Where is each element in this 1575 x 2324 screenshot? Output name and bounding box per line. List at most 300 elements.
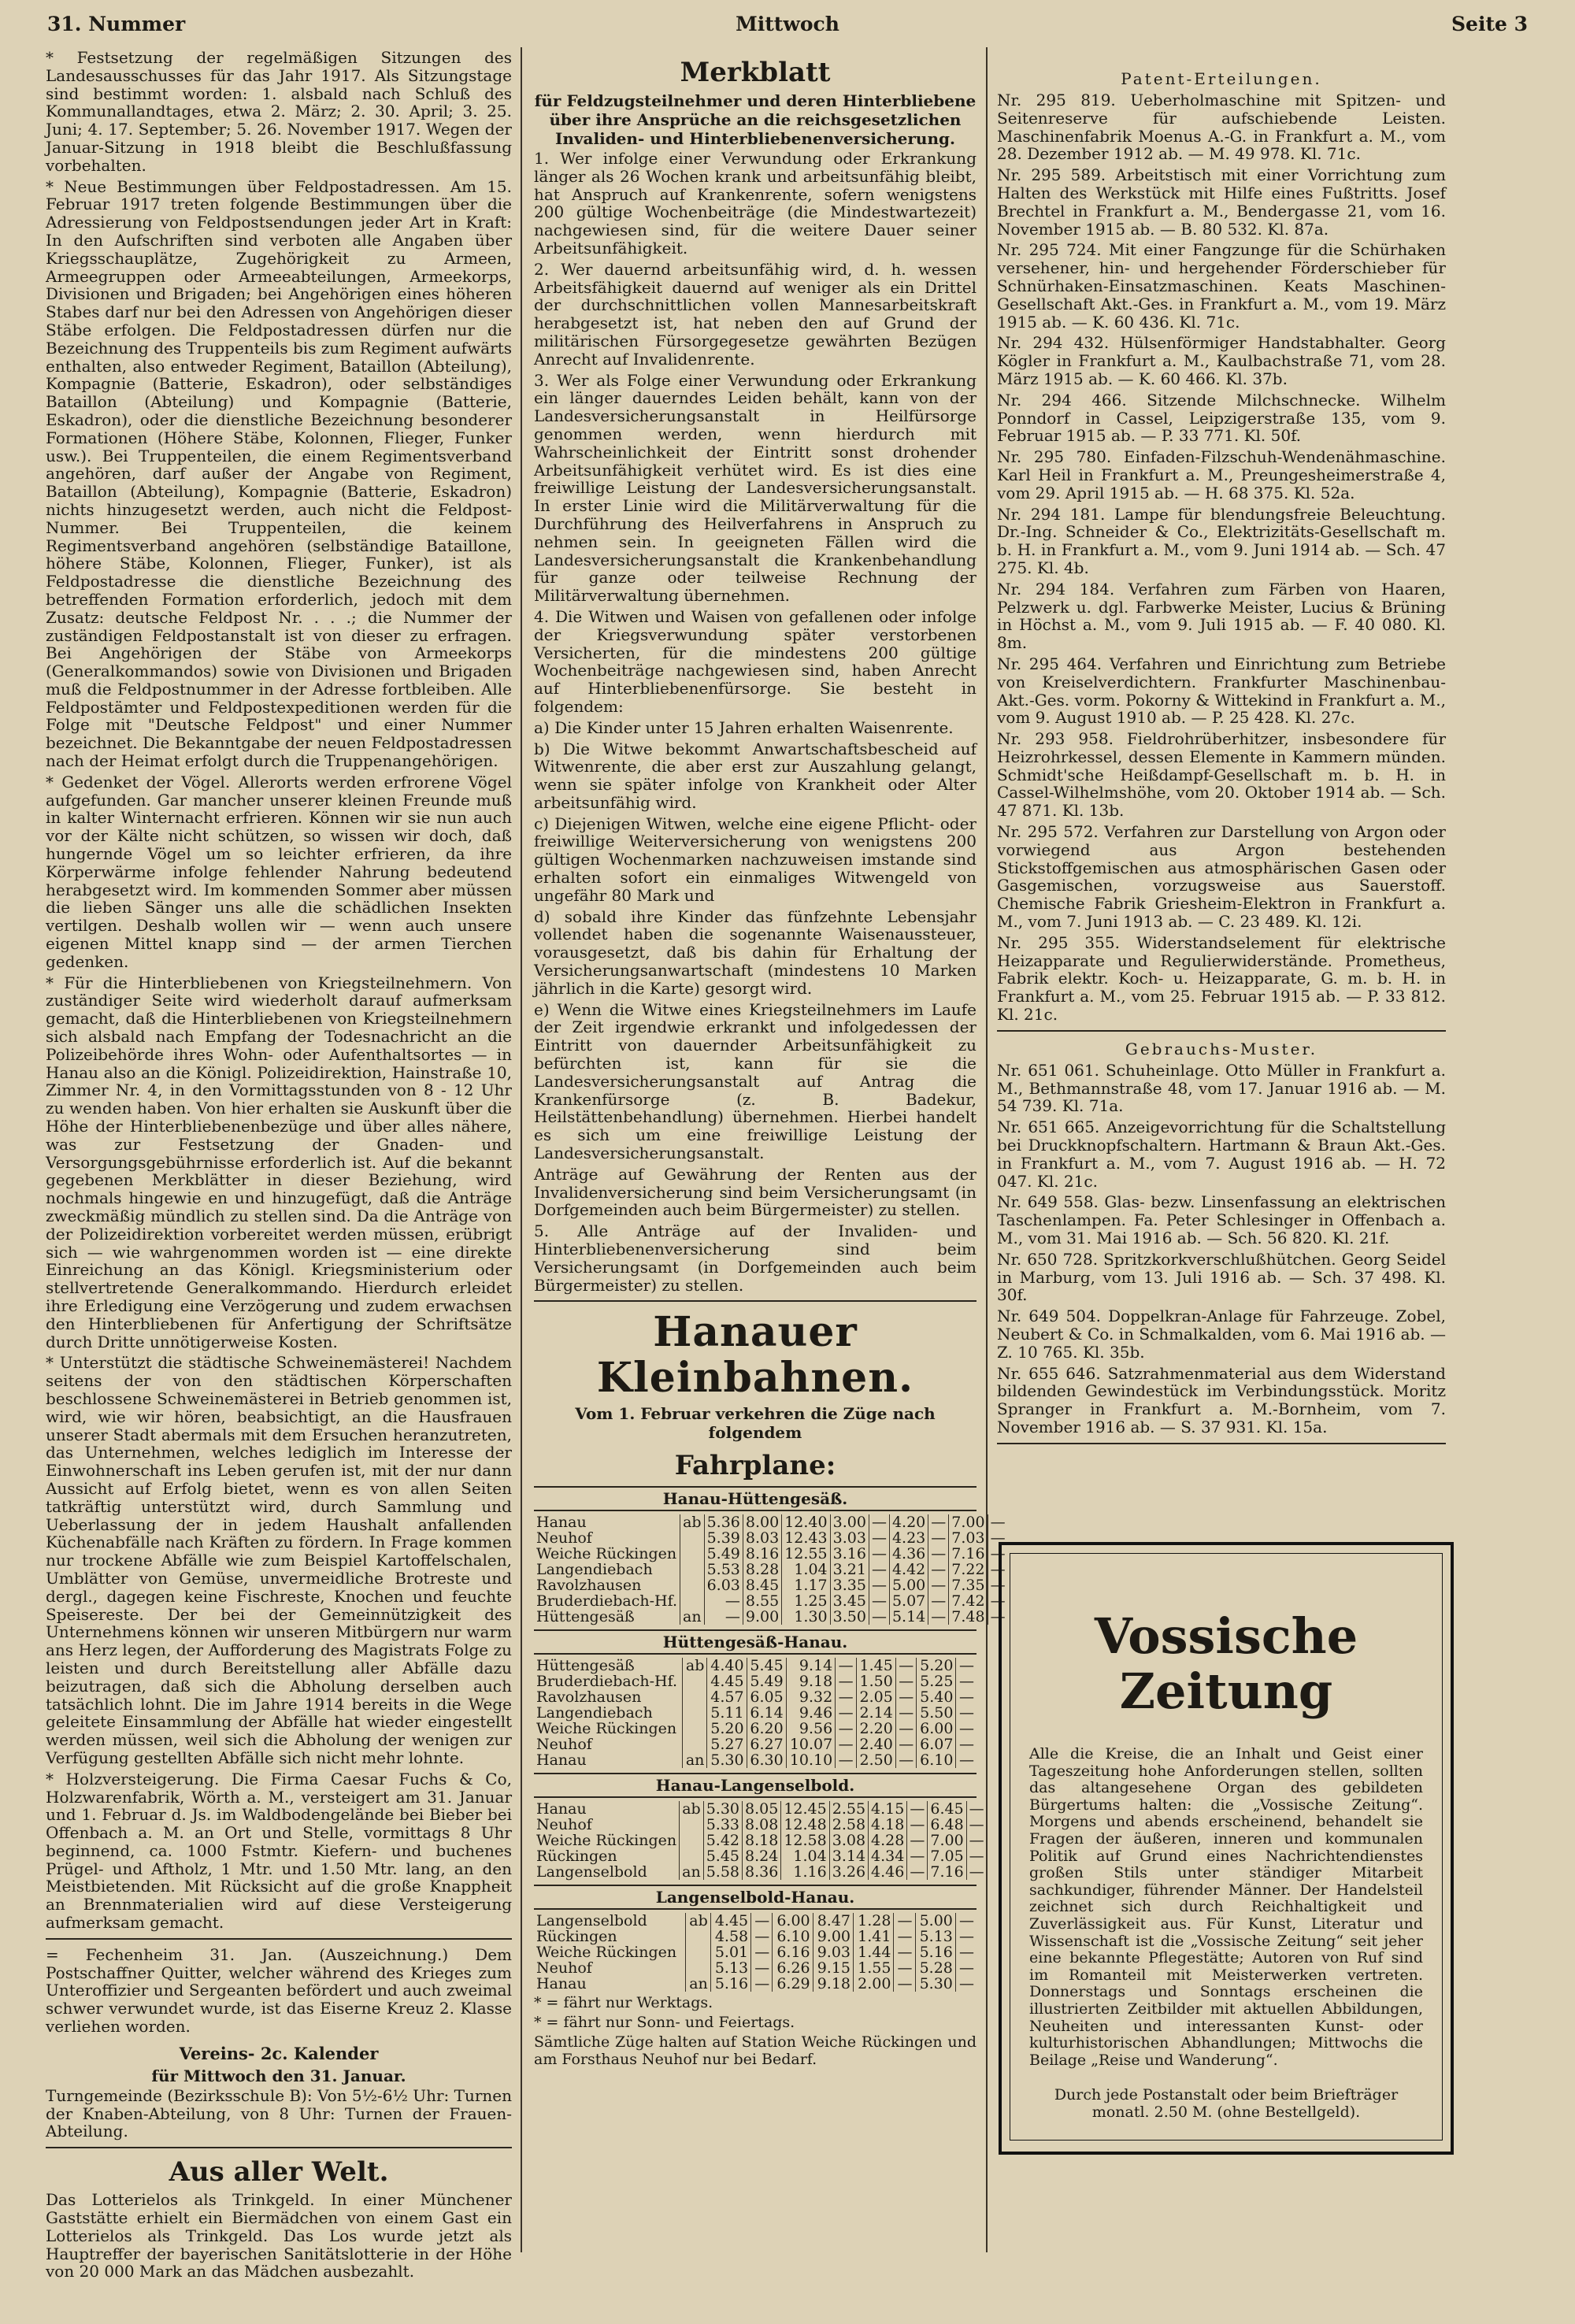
departure-time: — xyxy=(907,1864,928,1880)
departure-time: 8.45 xyxy=(743,1577,781,1593)
timetable-grid xyxy=(534,1913,976,1992)
departure-time: 1.45 xyxy=(856,1658,895,1674)
departure-time: 5.14 xyxy=(889,1609,928,1625)
departure-time: 5.42 xyxy=(703,1833,742,1848)
departure-time: 12.48 xyxy=(781,1817,829,1833)
departure-time: 8.08 xyxy=(743,1817,781,1833)
station-name: Hanau xyxy=(536,1975,587,1993)
timetable-note: Sämtliche Züge halten auf Station Weiche Rückingen und am Forsthaus Neuhof nur bei Bedarf. xyxy=(534,2033,976,2069)
departure-time: — xyxy=(907,1848,928,1864)
section-heading: Vom 1. Februar verkehren die Züge nach folgendem xyxy=(575,1404,936,1443)
departure-time: 5.45 xyxy=(703,1848,742,1864)
timetable-grid xyxy=(534,1658,976,1768)
departure-time: 7.42 xyxy=(949,1593,988,1609)
departure-time: 12.55 xyxy=(782,1546,830,1562)
station-name: Neuhof xyxy=(536,1736,592,1754)
timetable-row xyxy=(534,1737,976,1752)
departure-time: 7.00 xyxy=(928,1833,966,1848)
departure-time: 4.46 xyxy=(869,1864,907,1880)
departure-time: ab xyxy=(685,1913,710,1929)
departure-time xyxy=(680,1833,704,1848)
departure-time: 6.26 xyxy=(773,1960,813,1976)
article-paragraph: Nr. 295 572. Verfahren zur Darstellung von Argon oder vorwiegend aus Argon bestehenden Stickstoffgemischen aus atmosphärischen Gasen oder Gasgemischen, vorzugsweise aus Sauerstoff. Chemische Fabrik Griesheim-Elektron in Frankfurt a. M., vom 7. Juni 1913 ab. — C. 23 489. Kl. 12i. xyxy=(997,822,1446,932)
departure-time: — xyxy=(869,1514,889,1530)
departure-time: — xyxy=(956,1689,976,1705)
article-paragraph: * Unterstützt die städtische Schweinemästerei! Nachdem seitens der von den städtischen Körperschaften beschlossene Schweinemästerei in Betrieb genommen ist, wird, wie wir hören, beabsichtigt, an die Hausfrauen unserer Stadt abermals mit dem Ersuchen heranzutreten, das Unternehmen, welches lediglich im Interesse der Einwohnerschaft ins Leben gerufen ist, mit der nur dann Aussicht auf Erfolg bietet, wenn es von allen Seiten tatkräftig unterstützt wird, durch Sammlung und Ueberlassung der in jedem Haushalt anfallenden Küchenabfälle nach Kräften zu fördern. In Frage kommen nur trockene Abfälle wie zum Beispiel Kartoffelschalen, Umblätter von Gemüse, unvermeidliche Brotreste und dergl., dagegen keine Fischreste, Knochen und feuchte Speisereste. Der bei der Gemeinnützigkeit des Unternehmens können wir unseren Mitbürgern nur warm ans Herz legen, der Aufforderung des Magistrats Folge zu leisten und durch Bereitstellung aller Abfälle dazu beizutragen, daß sich die Abholung derselben auch tatsächlich lohnt. Die im Jahre 1914 bereits in die Wege geleitete Einsammlung der Abfälle hat wieder eingestellt werden müssen, weil sich die Abholung der wenigen zur Verfügung gestellten Abfälle sich nicht mehr lohnte. xyxy=(46,1353,512,1767)
departure-time: 9.32 xyxy=(786,1689,835,1705)
departure-time: — xyxy=(895,1721,916,1737)
section-heading: Fahrplane: xyxy=(674,1450,836,1482)
ad-footer: Durch jede Postanstalt oder beim Briefträger monatl. 2.50 M. (ohne Bestellgeld). xyxy=(1054,2086,1399,2122)
weekday: Mittwoch xyxy=(736,13,839,35)
station-name: Weiche Rückingen xyxy=(536,1944,677,1962)
departure-time: 6.03 xyxy=(704,1577,743,1593)
departure-time: 8.05 xyxy=(743,1801,781,1817)
section-heading: für Feldzugsteilnehmer und deren Hinterbliebene über ihre Ansprüche an die reichsgesetzlichen Invaliden- und Hinterbliebenenversicherung. xyxy=(534,91,976,148)
departure-time: — xyxy=(966,1864,987,1880)
departure-time: — xyxy=(956,1658,976,1674)
departure-time: 4.15 xyxy=(869,1801,907,1817)
section-heading: Hanauer Kleinbahnen. xyxy=(596,1308,914,1403)
departure-time: 2.50 xyxy=(856,1752,895,1768)
departure-time: 5.27 xyxy=(707,1737,747,1752)
article-paragraph: b) Die Witwe bekommt Anwartschaftsbescheid auf Witwenrente, die aber erst zur Auszahlung gelangt, wenn sie später infolge von Krankheit oder Alter arbeitsunfähig wird. xyxy=(534,739,976,812)
article-paragraph: 4. Die Witwen und Waisen von gefallenen oder infolge der Kriegsverwundung später verstorbenen Versicherten, für die mindestens 200 gültige Wochenbeiträge nachgewiesen sind, haben Anrecht auf Hinterbliebenenfürsorge. Sie besteht in folgendem: xyxy=(534,606,976,716)
departure-time: — xyxy=(751,1929,773,1944)
station-name: Langendiebach xyxy=(536,1704,653,1722)
departure-time: 2.20 xyxy=(856,1721,895,1737)
article-paragraph: Nr. 294 181. Lampe für blendungsfreie Beleuchtung. Dr.-Ing. Schneider & Co., Elektrizitäts-Gesellschaft m. b. H. in Frankfurt a. M., vom 9. Juni 1914 ab. — Sch. 47 275. Kl. 4b. xyxy=(997,504,1446,577)
station-name: Hüttengesäß xyxy=(536,1608,635,1626)
timetable-row xyxy=(534,1546,1008,1562)
departure-time: 5.00 xyxy=(915,1913,955,1929)
departure-time: 9.14 xyxy=(786,1658,835,1674)
departure-time: 7.16 xyxy=(949,1546,988,1562)
departure-time: 1.25 xyxy=(782,1593,830,1609)
timetable-row xyxy=(534,1562,1008,1577)
departure-time: 1.44 xyxy=(854,1944,894,1960)
departure-time: 5.11 xyxy=(707,1705,747,1721)
departure-time: — xyxy=(966,1817,987,1833)
article-paragraph: Nr. 295 724. Mit einer Fangzunge für die Schürhaken versehener, hin- und hergehender Förderschieber für Schnürhaken-Einsatzmaschinen. Keats Maschinen-Gesellschaft Akt.-Ges. in Frankfurt a. M., vom 19. März 1915 ab. — K. 60 436. Kl. 71c. xyxy=(997,240,1446,332)
departure-time: 8.18 xyxy=(743,1833,781,1848)
station-name: Langenselbold xyxy=(536,1912,647,1930)
departure-time xyxy=(683,1737,707,1752)
timetable-row xyxy=(534,1913,976,1929)
article-paragraph: Anträge auf Gewährung der Renten aus der Invalidenversicherung sind beim Versicherungsamt (in Dorfgemeinden auch beim Bürgermeister) zu stellen. xyxy=(534,1164,976,1220)
article-paragraph: Nr. 294 466. Sitzende Milchschnecke. Wilhelm Ponndorf in Cassel, Leipzigerstraße 135, vom 9. Februar 1915 ab. — P. 33 771. Kl. 50f. xyxy=(997,390,1446,446)
station-name: Weiche Rückingen xyxy=(536,1720,677,1738)
timetable-row xyxy=(534,1609,1008,1625)
departure-time: — xyxy=(988,1577,1008,1593)
timetable-grid xyxy=(534,1801,987,1880)
article-paragraph: 5. Alle Anträge auf der Invaliden- und Hinterbliebenenversicherung sind beim Versicherungsamt (in Dorfgemeinden auch beim Bürgermeister) zu stellen. xyxy=(534,1221,976,1295)
departure-time xyxy=(685,1944,710,1960)
departure-time: 5.30 xyxy=(703,1801,742,1817)
divider xyxy=(997,1443,1446,1444)
departure-time xyxy=(683,1705,707,1721)
station-name: Rückingen xyxy=(536,1928,617,1946)
departure-time: 3.00 xyxy=(830,1514,869,1530)
article-paragraph: Nr. 293 958. Fieldrohrüberhitzer, insbesondere für Heizrohrkessel, dessen Elemente in Kammern münden. Schmidt'sche Heißdampf-Gesellschaft m. b. H. in Cassel-Wilhelmshöhe, vom 20. Oktober 1914 ab. — Sch. 47 871. Kl. 13b. xyxy=(997,729,1446,821)
departure-time: — xyxy=(895,1674,916,1689)
timetable-note: * = fährt nur Sonn- und Feiertags. xyxy=(534,2014,795,2032)
departure-time: 5.58 xyxy=(703,1864,742,1880)
departure-time: 5.13 xyxy=(710,1960,750,1976)
departure-time: 5.01 xyxy=(710,1944,750,1960)
departure-time: — xyxy=(956,1737,976,1752)
departure-time: — xyxy=(955,1929,976,1944)
departure-time: 10.10 xyxy=(786,1752,835,1768)
departure-time: an xyxy=(683,1752,707,1768)
departure-time: — xyxy=(907,1833,928,1848)
departure-time: — xyxy=(955,1913,976,1929)
article-paragraph: Nr. 295 819. Ueberholmaschine mit Spitzen- und Seitenreserve für aufschiebende Leisten. Maschinenfabrik Moenus A.-G. in Frankfurt a. M., vom 28. Dezember 1912 ab. — M. 49 978. Kl. 71c. xyxy=(997,91,1446,164)
departure-time xyxy=(683,1689,707,1705)
article-paragraph: Nr. 295 355. Widerstandselement für elektrische Heizapparate und Regulierwiderstände. Prometheus, Fabrik elektr. Koch- u. Heizapparate, G. m. b. H. in Frankfurt a. M., vom 25. Februar 1915 ab. — P. 33 812. Kl. 21c. xyxy=(997,932,1446,1025)
article-paragraph: e) Wenn die Witwe eines Kriegsteilnehmers im Laufe der Zeit irgendwie erkrankt und infolgedessen der Eintritt von dauernder Arbeitsunfähigkeit zu befürchten ist, kann für sie die Landesversicherungsanstalt auf Antrag die Krankenfürsorge (z. B. Badekur, Heilstättenbehandlung) übernehmen. Hierbei handelt es sich um eine freiwillige Leistung der Landesversicherungsanstalt. xyxy=(534,999,976,1163)
timetable-row xyxy=(534,1674,976,1689)
article-paragraph: Nr. 649 558. Glas- bezw. Linsenfassung an elektrischen Taschenlampen. Fa. Peter Schlesinger in Offenbach a. M., vom 31. Mai 1916 ab. — Sch. 56 820. Kl. 21f. xyxy=(997,1192,1446,1248)
departure-time: 3.45 xyxy=(830,1593,869,1609)
station-name: Neuhof xyxy=(536,1529,592,1547)
departure-time: 4.58 xyxy=(710,1929,750,1944)
departure-time: 5.13 xyxy=(915,1929,955,1944)
departure-time: — xyxy=(928,1546,949,1562)
departure-time: 8.16 xyxy=(743,1546,781,1562)
departure-time: — xyxy=(894,1976,915,1992)
departure-time: 5.33 xyxy=(703,1817,742,1833)
departure-time: 4.34 xyxy=(869,1848,907,1864)
departure-time: 5.30 xyxy=(707,1752,747,1768)
departure-time: 7.16 xyxy=(928,1864,966,1880)
departure-time: 8.28 xyxy=(743,1562,781,1577)
ad-body: Alle die Kreise, die an Inhalt und Geist einer Tageszeitung hohe Anforderungen stellen, sollten das altangesehene Organ des gebildeten Bürgertums halten: die „Vossische Zeitung“. Morgens und abends erscheinend, behandelt sie Fragen der äußeren, inneren und kommunalen Politik auf Grund eines Nachrichtendienstes großen Stils unter ständiger Mitarbeit sachkundiger, führender Männer. Der Handelsteil zeichnet sich durch Reichhaltigkeit und Zuverlässigkeit aus. Für Kunst, Literatur und Wissenschaft ist die „Vossische Zeitung“ seit jeher eine bekannte Pflegestätte; Autoren von Ruf sind im Romanteil mit Meisterwerken vertreten. Donnerstags und Sonntags erscheinen die illustrierten Zeitbilder mit aktuellen Abbildungen, Neuheiten und interessanten Kunst- oder kulturhistorischen Abhandlungen; Mittwochs die Beilage „Reise und Wanderung“. xyxy=(1029,1745,1423,2069)
departure-time: 5.28 xyxy=(915,1960,955,1976)
timetable-title: Hanau-Hüttengesäß. xyxy=(534,1486,976,1511)
timetable-row xyxy=(534,1848,987,1864)
departure-time: 2.00 xyxy=(854,1976,894,1992)
departure-time: 9.15 xyxy=(813,1960,853,1976)
departure-time: 6.00 xyxy=(917,1721,956,1737)
departure-time xyxy=(683,1674,707,1689)
departure-time: 3.14 xyxy=(829,1848,868,1864)
departure-time: 2.05 xyxy=(856,1689,895,1705)
departure-time: 3.35 xyxy=(830,1577,869,1593)
departure-time: — xyxy=(895,1705,916,1721)
departure-time: 10.07 xyxy=(786,1737,835,1752)
station-name: Bruderdiebach-Hf. xyxy=(536,1673,678,1691)
departure-time: 5.16 xyxy=(710,1976,750,1992)
departure-time xyxy=(680,1848,704,1864)
departure-time: 7.35 xyxy=(949,1577,988,1593)
departure-time: 12.45 xyxy=(781,1801,829,1817)
station-name: Ravolzhausen xyxy=(536,1688,642,1707)
departure-time: 5.20 xyxy=(917,1658,956,1674)
timetable xyxy=(534,1885,976,1992)
departure-time: — xyxy=(836,1752,856,1768)
article-paragraph: Nr. 651 665. Anzeigevorrichtung für die Schaltstellung bei Druckknopfschaltern. Hartmann & Braun Akt.-Ges. in Frankfurt a. M., vom 7. August 1916 ab. — H. 72 047. Kl. 21c. xyxy=(997,1118,1446,1191)
departure-time: — xyxy=(928,1514,949,1530)
station-name: Hanau xyxy=(536,1751,587,1770)
departure-time xyxy=(685,1960,710,1976)
departure-time: — xyxy=(955,1976,976,1992)
departure-time: — xyxy=(907,1801,928,1817)
departure-time: — xyxy=(928,1562,949,1577)
departure-time: — xyxy=(988,1609,1008,1625)
section-heading: Aus aller Welt. xyxy=(169,2156,389,2189)
article-paragraph: * Neue Bestimmungen über Feldpostadressen. Am 15. Februar 1917 treten folgende Bestimmungen über die Adressierung von Feldpostsendungen jeder Art in Kraft: In den Aufschriften sind verboten alle Angaben über Kriegsschauplätze, Zugehörigkeit zu Armeen, Armeegruppen oder Armeeabteilungen, Armeekorps, Divisionen und Brigaden; bei Angehörigen eines höheren Stabes darf nur bei den Adressen von Angehörigen dieser Stäbe erfolgen. Die Feldpostadressen dürfen nur die Bezeichnung des Truppenteils bis zum Regiment aufwärts enthalten, also entweder Regiment, Bataillon (Abteilung), Kompagnie (Batterie, Eskadron), oder selbständiges Bataillon (Abteilung) und Kompagnie (Batterie, Eskadron), oder die dienstliche Bezeichnung besonderer Formationen (Höhere Stäbe, Kolonnen, Flieger, Funker usw.). Bei Truppenteilen, die einem Regimentsverband angehören, darf außer der Angabe von Regiment, Bataillon (Abteilung), Kompagnie (Batterie, Eskadron) nichts hinzugesetzt werden, auch nicht die Feldpost-Nummer. Bei Truppenteilen, die keinem Regimentsverband angehören (selbständige Bataillone, höhere Stäbe, Kolonnen, Flieger, Funker), ist als Feldpostadresse die dienstliche Bezeichnung des betreffenden Formation erforderlich, jedoch mit dem Zusatz: deutsche Feldpost Nr. . . .; die Nummer der zuständigen Feldpostanstalt ist von dieser zu erfragen. Bei Angehörigen der Stäbe von Armeekorps (Generalkommandos) sowie von Divisionen und Brigaden muß die Feldpostnummer in der Adresse fortbleiben. Alle Feldpostämter und Feldpostexpeditionen werden für die Folge mit "Deutsche Feldpost" und einer Nummer bezeichnet. Die Bekanntgabe der neuen Feldpostadressen nach der Heimat erfolgt durch die Truppenangehörigen. xyxy=(46,176,512,771)
departure-time xyxy=(680,1546,705,1562)
article-paragraph: Turngemeinde (Bezirksschule B): Von 5½-6½ Uhr: Turnen der Knaben-Abteilung, von 8 Uhr: Turnen der Frauen-Abteilung. xyxy=(46,2085,512,2141)
departure-time: — xyxy=(956,1705,976,1721)
departure-time: 4.36 xyxy=(889,1546,928,1562)
departure-time: an xyxy=(685,1976,710,1992)
departure-time: 4.42 xyxy=(889,1562,928,1577)
station-name: Bruderdiebach-Hf. xyxy=(536,1592,678,1610)
station-name: Rückingen xyxy=(536,1848,617,1866)
vossische-zeitung-ad xyxy=(999,1542,1454,2155)
departure-time: — xyxy=(894,1944,915,1960)
article-paragraph: Nr. 295 464. Verfahren und Einrichtung zum Betriebe von Kreiselverdichtern. Frankfurter Maschinenbau-Akt.-Ges. vorm. Pokorny & Wittekind in Frankfurt a. M., vom 9. August 1910 ab. — P. 25 428. Kl. 27c. xyxy=(997,654,1446,728)
article-paragraph: * Holzversteigerung. Die Firma Caesar Fuchs & Co, Holzwarenfabrik, Wörth a. M., versteigert am 31. Januar und 1. Februar d. Js. im Waldbodengelände bei Bieber bei Offenbach a. M. an Ort und Stelle, vormittags 8 Uhr beginnend, ca. 1000 Fstmtr. Kiefern- und buchenes Prügel- und Aftholz, 1 Mtr. und 1.50 Mtr. lang, an den Meistbietenden. Mit Rücksicht auf die große Knappheit an Brennmaterialien wird auf diese Versteigerung aufmerksam gemacht. xyxy=(46,1769,512,1933)
departure-time: 5.20 xyxy=(707,1721,747,1737)
departure-time: 4.23 xyxy=(889,1530,928,1546)
section-heading: Patent-Erteilungen. xyxy=(1121,69,1322,88)
departure-time: — xyxy=(907,1817,928,1833)
departure-time: — xyxy=(955,1944,976,1960)
timetable xyxy=(534,1486,1006,1626)
article-paragraph: 1. Wer infolge einer Verwundung oder Erkrankung länger als 26 Wochen krank und arbeitsunfähig bleibt, hat Anspruch auf Krankenrente, sofern wenigstens 200 gültige Wochenbeiträge (die Mindestwartezeit) nachgewiesen sind, für die weitere Dauer seiner Arbeitsunfähigkeit. xyxy=(534,149,976,258)
article-paragraph: Das Lotterielos als Trinkgeld. In einer Münchener Gaststätte erhielt ein Biermädchen von einem Gast ein Lotterielos als Trinkgeld. Das Los wurde jetzt als Hauptreffer der bayerischen Sanitätslotterie in der Höhe von 20 000 Mark an das Mädchen ausbezahlt. xyxy=(46,2190,512,2281)
departure-time: 5.49 xyxy=(704,1546,743,1562)
departure-time: — xyxy=(988,1562,1008,1577)
departure-time: — xyxy=(869,1577,889,1593)
timetable-row xyxy=(534,1721,976,1737)
departure-time: 3.21 xyxy=(830,1562,869,1577)
departure-time: — xyxy=(751,1944,773,1960)
departure-time: 1.04 xyxy=(781,1848,829,1864)
departure-time: 12.40 xyxy=(782,1514,830,1530)
article-paragraph: = Fechenheim 31. Jan. (Auszeichnung.) Dem Postschaffner Quitter, welcher während des Krieges zum Unteroffizier und Sergeanten befördert und auch zweimal schwer verwundet wurde, ist das Eiserne Kreuz 2. Klasse verliehen worden. xyxy=(46,1944,512,2037)
departure-time: 6.10 xyxy=(917,1752,956,1768)
timetable-row xyxy=(534,1705,976,1721)
departure-time: — xyxy=(751,1913,773,1929)
departure-time: — xyxy=(928,1593,949,1609)
departure-time: 3.08 xyxy=(829,1833,868,1848)
departure-time: — xyxy=(956,1752,976,1768)
departure-time xyxy=(680,1577,705,1593)
departure-time: — xyxy=(956,1721,976,1737)
departure-time: — xyxy=(704,1593,743,1609)
timetable-row xyxy=(534,1577,1008,1593)
departure-time: 9.00 xyxy=(743,1609,781,1625)
station-name: Neuhof xyxy=(536,1959,592,1977)
station-name: Hanau xyxy=(536,1514,587,1532)
section-heading: Gebrauchs-Muster. xyxy=(1125,1039,1318,1058)
departure-time: 1.17 xyxy=(782,1577,830,1593)
departure-time: 1.30 xyxy=(782,1609,830,1625)
divider xyxy=(997,1030,1446,1032)
page-number: Seite 3 xyxy=(1451,13,1528,35)
departure-time: 6.07 xyxy=(917,1737,956,1752)
departure-time: 6.05 xyxy=(747,1689,786,1705)
departure-time: 6.45 xyxy=(928,1801,966,1817)
departure-time: 5.16 xyxy=(915,1944,955,1960)
departure-time: 9.46 xyxy=(786,1705,835,1721)
departure-time: an xyxy=(680,1864,704,1880)
departure-time: 1.28 xyxy=(854,1913,894,1929)
departure-time: 6.00 xyxy=(773,1913,813,1929)
article-paragraph: Nr. 295 589. Arbeitstisch mit einer Vorrichtung zum Halten des Werkstück mit Hilfe eines Fußtritts. Josef Brechtel in Frankfurt a. M., Bendergasse 21, vom 16. November 1915 ab. — B. 80 532. Kl. 87a. xyxy=(997,165,1446,239)
timetable-title: Langenselbold-Hanau. xyxy=(534,1885,976,1910)
departure-time: 8.55 xyxy=(743,1593,781,1609)
departure-time xyxy=(683,1721,707,1737)
station-name: Neuhof xyxy=(536,1816,592,1834)
timetable-row xyxy=(534,1817,987,1833)
station-name: Langenselbold xyxy=(536,1863,647,1881)
departure-time: 4.18 xyxy=(869,1817,907,1833)
departure-time: 7.03 xyxy=(949,1530,988,1546)
station-name: Hanau xyxy=(536,1800,587,1818)
departure-time: 4.57 xyxy=(707,1689,747,1705)
departure-time: — xyxy=(894,1913,915,1929)
departure-time: 9.18 xyxy=(786,1674,835,1689)
departure-time: — xyxy=(751,1960,773,1976)
article-paragraph: Nr. 649 504. Doppelkran-Anlage für Fahrzeuge. Zobel, Neubert & Co. in Schmalkalden, vom 6. Mai 1916 ab. — Z. 10 765. Kl. 35b. xyxy=(997,1307,1447,1362)
divider xyxy=(46,2147,512,2148)
departure-time: — xyxy=(869,1546,889,1562)
departure-time: 6.30 xyxy=(747,1752,786,1768)
departure-time: 6.20 xyxy=(747,1721,786,1737)
article-paragraph: d) sobald ihre Kinder das fünfzehnte Lebensjahr vollendet haben die sogenannte Waisenaussteuer, vorausgesetzt, daß bis dahin für Erhaltung der Versicherungsanwartschaft (mindestens 10 Marken jährlich in die Karte) gesorgt wird. xyxy=(534,906,976,998)
article-paragraph: Nr. 294 184. Verfahren zum Färben von Haaren, Pelzwerk u. dgl. Farbwerke Meister, Lucius & Brüning in Höchst a. M., vom 9. Juli 1915 ab. — F. 40 080. Kl. 8m. xyxy=(997,579,1446,653)
column-merkblatt-fahrplan xyxy=(534,49,1006,2293)
departure-time: 1.50 xyxy=(856,1674,895,1689)
station-name: Weiche Rückingen xyxy=(536,1832,677,1850)
article-paragraph: Nr. 650 728. Spritzkorkverschlußhütchen. Georg Seidel in Marburg, vom 13. Juli 1916 ab. — Sch. 37 498. Kl. 30f. xyxy=(997,1249,1446,1305)
departure-time: — xyxy=(988,1546,1008,1562)
ad-title-1: Vossische xyxy=(1094,1607,1358,1665)
article-paragraph: * Festsetzung der regelmäßigen Sitzungen des Landesausschusses für das Jahr 1917. Als Sitzungstage sind bestimmt worden: 1. alsbald nach Schluß des Kommunallandtages, etwa 2. März; 2. 30. April; 3. 25. Juni; 4. 17. September; 5. 26. November 1917. Wegen der Januar-Sitzung in 1918 bleibt die Beschlußfassung vorbehalten. xyxy=(46,48,512,175)
departure-time: — xyxy=(836,1658,856,1674)
ad-title-2: Zeitung xyxy=(1119,1662,1333,1720)
article-paragraph: 3. Wer als Folge einer Verwundung oder Erkrankung ein länger dauerndes Leiden behält, kann von der Landesversicherungsanstalt in Heilfürsorge genommen werden, wenn hierdurch mit Wahrscheinlichkeit der Eintritt sonst drohender Arbeitsunfähigkeit verhütet wird. Es ist dies eine freiwillige Leistung der Landesversicherungsanstalt. In erster Linie wird die Militärverwaltung für die Durchführung des Heilverfahrens in Anspruch zu nehmen sein. In geeigneten Fällen wird die Landesversicherungsanstalt die Krankenbehandlung für ganze oder teilweise Rechnung der Militärverwaltung übernehmen. xyxy=(534,370,976,606)
departure-time: — xyxy=(869,1562,889,1577)
timetable-row xyxy=(534,1833,987,1848)
departure-time: — xyxy=(966,1801,987,1817)
departure-time: 1.16 xyxy=(781,1864,829,1880)
section-heading: Vereins- 2c. Kalender xyxy=(179,2043,379,2063)
departure-time: 5.49 xyxy=(747,1674,786,1689)
departure-time: — xyxy=(704,1609,743,1625)
departure-time: 5.39 xyxy=(704,1530,743,1546)
timetable-row xyxy=(534,1689,976,1705)
article-paragraph: * Gedenket der Vögel. Allerorts werden erfrorene Vögel aufgefunden. Gar mancher unserer kleinen Freunde muß in kalter Winternacht erfrieren. Können wir sie nun auch vor der Kälte nicht schützen, so wissen wir doch, daß hungernde Vögel um so leichter erfrieren, da ihre Körperwärme infolge fehlender Nahrung bedeutend herabgesetzt wird. Im kommenden Sommer aber müssen die lieben Sänger uns alle die schädlichen Insekten vertilgen. Deshalb wollen wir — wenn auch unsere eigenen Mittel knapp sind — der armen Tierchen gedenken. xyxy=(46,772,512,971)
timetable-row xyxy=(534,1593,1008,1609)
section-heading: Merkblatt xyxy=(680,57,831,88)
departure-time: 3.26 xyxy=(829,1864,868,1880)
departure-time: 3.03 xyxy=(830,1530,869,1546)
departure-time: — xyxy=(928,1530,949,1546)
page-header xyxy=(47,9,1528,44)
timetable-row xyxy=(534,1864,987,1880)
departure-time: 4.20 xyxy=(889,1514,928,1530)
departure-time: 7.48 xyxy=(949,1609,988,1625)
timetable-row xyxy=(534,1530,1008,1546)
departure-time: — xyxy=(988,1514,1008,1530)
departure-time xyxy=(680,1530,705,1546)
divider xyxy=(534,1300,976,1302)
departure-time: 2.14 xyxy=(856,1705,895,1721)
timetable-title: Hanau-Langenselbold. xyxy=(534,1773,976,1798)
timetable-row xyxy=(534,1658,976,1674)
timetable xyxy=(534,1773,984,1881)
departure-time: — xyxy=(895,1658,916,1674)
departure-time xyxy=(680,1817,704,1833)
departure-time: 6.48 xyxy=(928,1817,966,1833)
station-name: Langendiebach xyxy=(536,1561,653,1579)
departure-time: 2.55 xyxy=(829,1801,868,1817)
divider xyxy=(46,1938,512,1940)
departure-time: ab xyxy=(680,1514,705,1530)
departure-time: ab xyxy=(680,1801,704,1817)
departure-time: — xyxy=(895,1752,916,1768)
departure-time: 8.00 xyxy=(743,1514,781,1530)
departure-time: 6.16 xyxy=(773,1944,813,1960)
timetable xyxy=(534,1629,976,1768)
departure-time: 4.45 xyxy=(710,1913,750,1929)
column-rule-1 xyxy=(521,47,522,2252)
departure-time: — xyxy=(955,1960,976,1976)
departure-time: 6.14 xyxy=(747,1705,786,1721)
column-local-news xyxy=(46,49,512,2293)
departure-time: — xyxy=(988,1593,1008,1609)
timetable-row xyxy=(534,1929,976,1944)
article-paragraph: Nr. 655 646. Satzrahmenmaterial aus dem Widerstand bildenden Gewindestück im Verbindungsstück. Moritz Spranger in Frankfurt a. M.-Bornheim, vom 7. November 1916 ab. — S. 37 931. Kl. 15a. xyxy=(997,1363,1446,1436)
departure-time: 9.03 xyxy=(813,1944,853,1960)
station-name: Hüttengesäß xyxy=(536,1657,635,1675)
timetable-row xyxy=(534,1976,976,1992)
departure-time: 5.30 xyxy=(915,1976,955,1992)
departure-time: — xyxy=(836,1674,856,1689)
departure-time: 8.36 xyxy=(743,1864,781,1880)
departure-time: 1.04 xyxy=(782,1562,830,1577)
departure-time: 9.00 xyxy=(813,1929,853,1944)
article-paragraph: * Für die Hinterbliebenen von Kriegsteilnehmern. Von zuständiger Seite wird wiederholt darauf aufmerksam gemacht, daß die Hinterbliebenen von Kriegsteilnehmern sich alsbald nach Empfang der Todesnachricht an die Polizeibehörde ihres Wohn- oder Aufenthaltsortes — in Hanau also an die Königl. Polizeidirektion, Hainstraße 10, Zimmer Nr. 4, in den Vormittagsstunden von 8 - 12 Uhr zu wenden haben. Von hier erhalten sie Auskunft über die Höhe der Hinterbliebenenbezüge und über alles nähere, was zur Festsetzung der Gnaden- und Versorgungsgebührnisse erforderlich ist. Auf die bekannt gegebenen Merkblätter in dieser Beziehung, wird nochmals hingewie en und hinzugefügt, daß die Anträge zweckmäßig mündlich zu stellen sind. Da die Anträge von der Polizeidirektion vorbereitet werden müssen, erübrigt sich — wie wahrgenommen worden ist — eine direkte Einreichung an das Königl. Kriegsministerium oder stellvertretende Generalkommando. Hierdurch erleidet ihre Erledigung eine Verzögerung und zudem erwachsen den Hinterbliebenen für Anfertigung der Schriftsätze durch Dritte unnötigerweise Kosten. xyxy=(46,973,512,1351)
departure-time: 3.16 xyxy=(830,1546,869,1562)
departure-time: 4.40 xyxy=(707,1658,747,1674)
departure-time: 7.22 xyxy=(949,1562,988,1577)
departure-time: — xyxy=(836,1705,856,1721)
section-heading: für Mittwoch den 31. Januar. xyxy=(151,2066,406,2085)
departure-time: — xyxy=(869,1530,889,1546)
departure-time: ab xyxy=(683,1658,707,1674)
article-paragraph: Nr. 294 432. Hülsenförmiger Handstabhalter. Georg Kögler in Frankfurt a. M., Kaulbachstraße 71, vom 28. März 1915 ab. — K. 60 466. Kl. 37b. xyxy=(997,333,1446,388)
departure-time: 8.24 xyxy=(743,1848,781,1864)
departure-time: 6.10 xyxy=(773,1929,813,1944)
column-rule-2 xyxy=(986,47,988,2252)
article-paragraph: Nr. 651 061. Schuheinlage. Otto Müller in Frankfurt a. M., Bethmannstraße 48, vom 17. Januar 1916 ab. — M. 54 739. Kl. 71a. xyxy=(997,1060,1446,1116)
departure-time: 5.53 xyxy=(704,1562,743,1577)
departure-time: — xyxy=(836,1737,856,1752)
departure-time: — xyxy=(928,1577,949,1593)
departure-time: — xyxy=(895,1737,916,1752)
departure-time: — xyxy=(836,1721,856,1737)
timetable-grid xyxy=(534,1514,1008,1625)
departure-time: — xyxy=(988,1530,1008,1546)
timetable-row xyxy=(534,1514,1008,1530)
